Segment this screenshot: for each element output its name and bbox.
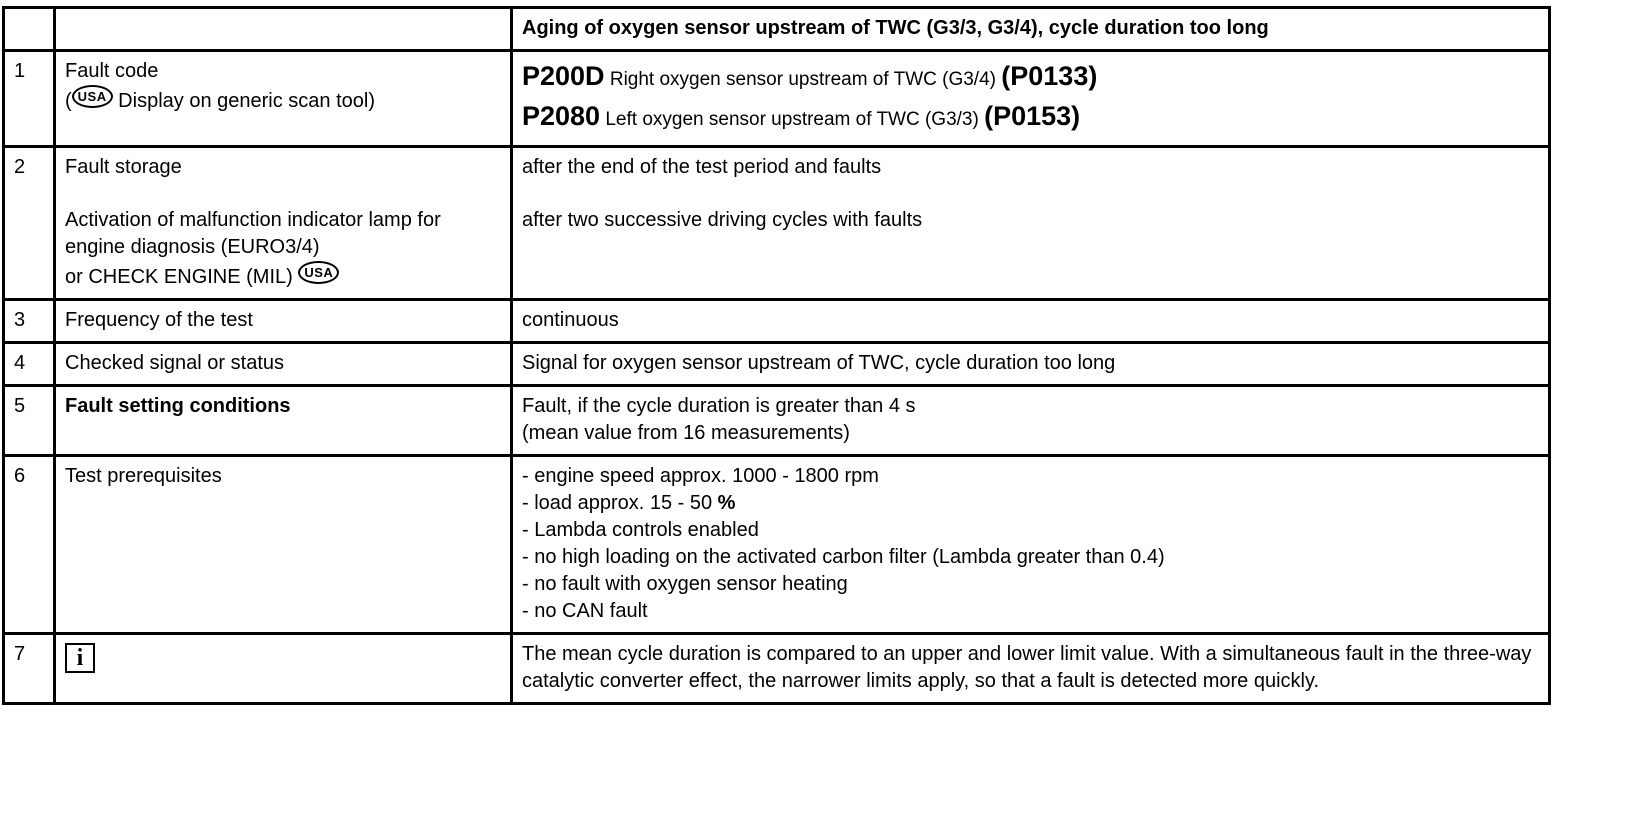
row-label-cell <box>55 147 512 300</box>
fault-code: P200D <box>522 61 605 91</box>
diagnosis-table <box>2 6 1551 705</box>
fault-code: P2080 <box>522 101 601 131</box>
list-item: - load approx. 15 - 50 % <box>522 492 736 514</box>
prerequisites-list <box>512 456 1550 634</box>
usa-badge-icon: USA <box>298 261 339 284</box>
list-item: - engine speed approx. 1000 - 1800 rpm <box>522 465 879 487</box>
row-value-2: (mean value from 16 measurements) <box>522 422 850 444</box>
row-label: Fault code <box>65 60 159 82</box>
row-sub-label: ( USA Display on generic scan tool) <box>65 85 501 115</box>
row-value: Fault, if the cycle duration is greater than 4 s <box>522 395 916 417</box>
row-label-cell <box>55 634 512 704</box>
row-label: Fault setting conditions <box>55 386 512 456</box>
list-item: - no fault with oxygen sensor heating <box>522 573 848 595</box>
row-number: 5 <box>4 386 55 456</box>
row-number: 6 <box>4 456 55 634</box>
table-header-row <box>4 8 1550 51</box>
fault-code-desc: Right oxygen sensor upstream of TWC (G3/4) <box>604 69 1002 90</box>
usa-badge-icon: USA <box>72 85 113 108</box>
row-number: 4 <box>4 343 55 386</box>
row-value: Signal for oxygen sensor upstream of TWC, cycle duration too long <box>512 343 1550 386</box>
row-value-2: after two successive driving cycles with faults <box>522 209 923 231</box>
table-row <box>4 456 1550 634</box>
row-value-cell <box>512 386 1550 456</box>
row-number: 3 <box>4 300 55 343</box>
row-value: The mean cycle duration is compared to an upper and lower limit value. With a simultaneous fault in the three-way catalytic converter effect, the narrower limits apply, so that a fault is detected more quickly. <box>512 634 1550 704</box>
table-row <box>4 634 1550 704</box>
table-row <box>4 386 1550 456</box>
fault-code-line <box>522 98 1539 138</box>
row-label: Frequency of the test <box>55 300 512 343</box>
table-row <box>4 300 1550 343</box>
table-row <box>4 343 1550 386</box>
row-label: Fault storage <box>65 156 182 178</box>
fault-code-line <box>522 58 1539 98</box>
fault-codes-cell <box>512 51 1550 147</box>
info-icon: i <box>65 643 95 673</box>
fault-code-desc: Left oxygen sensor upstream of TWC (G3/3) <box>600 109 985 130</box>
table-row <box>4 147 1550 300</box>
generic-code: (P0133) <box>1001 61 1098 91</box>
row-value-cell <box>512 147 1550 300</box>
list-item: - Lambda controls enabled <box>522 519 759 541</box>
header-label-cell <box>55 8 512 51</box>
list-item: - no high loading on the activated carbon filter (Lambda greater than 0.4) <box>522 546 1165 568</box>
row-label-2: Activation of malfunction indicator lamp for engine diagnosis (EURO3/4) <box>65 209 441 258</box>
row-label: Checked signal or status <box>55 343 512 386</box>
row-label-cell <box>55 51 512 147</box>
row-label-3: or CHECK ENGINE (MIL) USA <box>65 261 501 291</box>
generic-code: (P0153) <box>984 101 1081 131</box>
row-number: 1 <box>4 51 55 147</box>
row-value: continuous <box>512 300 1550 343</box>
row-value: after the end of the test period and faults <box>522 156 882 178</box>
row-number: 2 <box>4 147 55 300</box>
row-label: Test prerequisites <box>55 456 512 634</box>
table-title: Aging of oxygen sensor upstream of TWC (G3/3, G3/4), cycle duration too long <box>512 8 1550 51</box>
row-number: 7 <box>4 634 55 704</box>
header-num-cell <box>4 8 55 51</box>
table-row <box>4 51 1550 147</box>
list-item: - no CAN fault <box>522 600 648 622</box>
